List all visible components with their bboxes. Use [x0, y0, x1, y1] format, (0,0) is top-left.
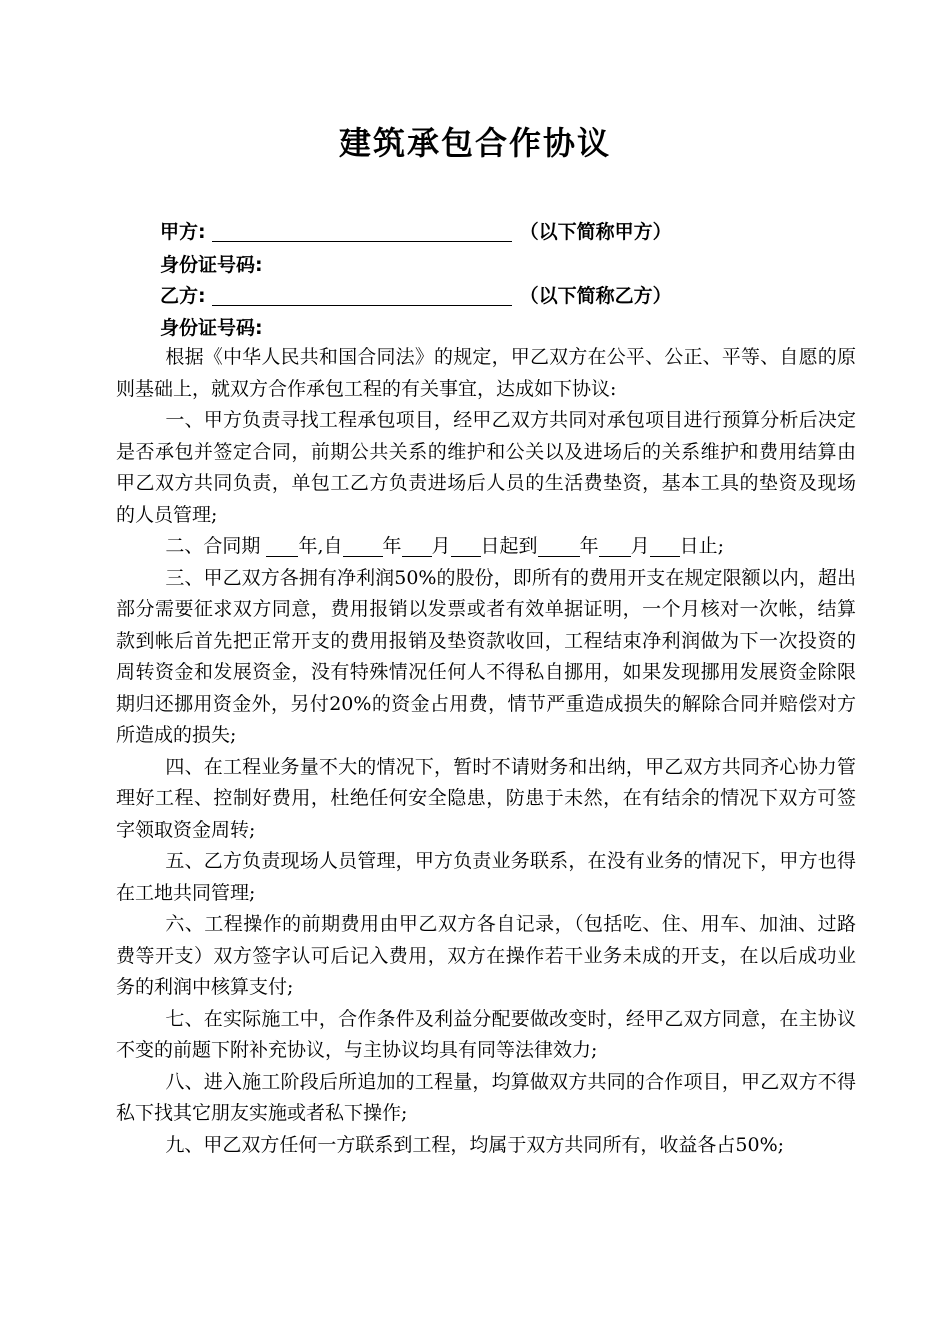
- party-a-id-line: [160, 250, 263, 280]
- end-day-unit: 日止;: [679, 535, 724, 557]
- end-month-unit: 月: [630, 535, 650, 557]
- clause-1: 一、甲方负责寻找工程承包项目，经甲乙双方共同对承包项目进行预算分析后决定是否承包并签定合同，前期公共关系的维护和公关以及进场后的关系维护和费用结算由甲乙双方共同负责，单包工乙方负责进场后人员的生活费垫资，基本工具的垫资及现场的人员管理;: [116, 409, 856, 526]
- intro-paragraph: 根据《中华人民共和国合同法》的规定，甲乙双方在公平、公正、平等、自愿的原则基础上，就双方合作承包工程的有关事宜，达成如下协议:: [116, 346, 856, 400]
- clause-7: 七、在实际施工中，合作条件及利益分配要做改变时，经甲乙双方同意，在主协议不变的前题下附补充协议，与主协议均具有同等法律效力;: [116, 1007, 856, 1061]
- clause-2-prefix: 二、合同期: [165, 535, 261, 557]
- party-a-line: [160, 217, 672, 247]
- start-day-unit: 日起到: [480, 535, 538, 557]
- clause-6: 六、工程操作的前期费用由甲乙双方各自记录，（包括吃、住、用车、加油、过路费等开支）双方签字认可后记入费用，双方在操作若干业务未成的开支，在以后成功业务的利润中核算支付;: [116, 913, 856, 998]
- party-b-id-label: 身份证号码:: [160, 317, 263, 339]
- clause-2: [116, 531, 856, 563]
- agreement-body: [116, 342, 856, 1161]
- party-b-label: 乙方:: [160, 285, 206, 307]
- party-a-blank: [212, 221, 512, 242]
- clause-4: 四、在工程业务量不大的情况下，暂时不请财务和出纳，甲乙双方共同齐心协力管理好工程、控制好费用，杜绝任何安全隐患，防患于未然，在有结余的情况下双方可签字领取资金周转;: [116, 755, 856, 841]
- party-a-id-label: 身份证号码:: [160, 254, 263, 276]
- party-a-suffix: （以下简称甲方）: [519, 221, 672, 243]
- end-year-unit: 年: [579, 535, 599, 557]
- clause-5: 五、乙方负责现场人员管理，甲方负责业务联系，在没有业务的情况下，甲方也得在工地共同管理;: [116, 850, 856, 904]
- party-b-id-line: [160, 313, 263, 343]
- end-year-blank: [538, 534, 580, 557]
- contract-years-blank: [266, 534, 298, 557]
- party-a-label: 甲方:: [160, 221, 206, 243]
- party-b-suffix: （以下简称乙方）: [519, 285, 672, 307]
- start-year-unit: 年: [382, 535, 402, 557]
- party-b-line: [160, 281, 672, 311]
- clause-2-year-unit: 年: [298, 535, 318, 557]
- clause-3: 三、甲乙双方各拥有净利润50%的股份，即所有的费用开支在规定限额以内，超出部分需要征求双方同意，费用报销以发票或者有效单据证明，一个月核对一次帐，结算款到帐后首先把正常开支的费用报销及垫资款收回，工程结束净利润做为下一次投资的周转资金和发展资金，没有特殊情况任何人不得私自挪用，如果发现挪用发展资金除限期归还挪用资金外，另付20%的资金占用费，情节严重造成损失的解除合同并赔偿对方所造成的损失;: [116, 566, 856, 746]
- start-month-unit: 月: [431, 535, 451, 557]
- party-b-blank: [212, 285, 512, 306]
- start-day-blank: [451, 534, 481, 557]
- clause-2-from: ,自: [317, 535, 343, 557]
- clause-8: 八、进入施工阶段后所追加的工程量，均算做双方共同的合作项目，甲乙双方不得私下找其它朋友实施或者私下操作;: [116, 1070, 856, 1124]
- start-month-blank: [402, 534, 432, 557]
- document-title: 建筑承包合作协议: [338, 124, 611, 162]
- end-day-blank: [650, 534, 680, 557]
- clause-9: 九、甲乙双方任何一方联系到工程，均属于双方共同所有，收益各占50%;: [165, 1133, 785, 1156]
- end-month-blank: [599, 534, 631, 557]
- start-year-blank: [343, 534, 383, 557]
